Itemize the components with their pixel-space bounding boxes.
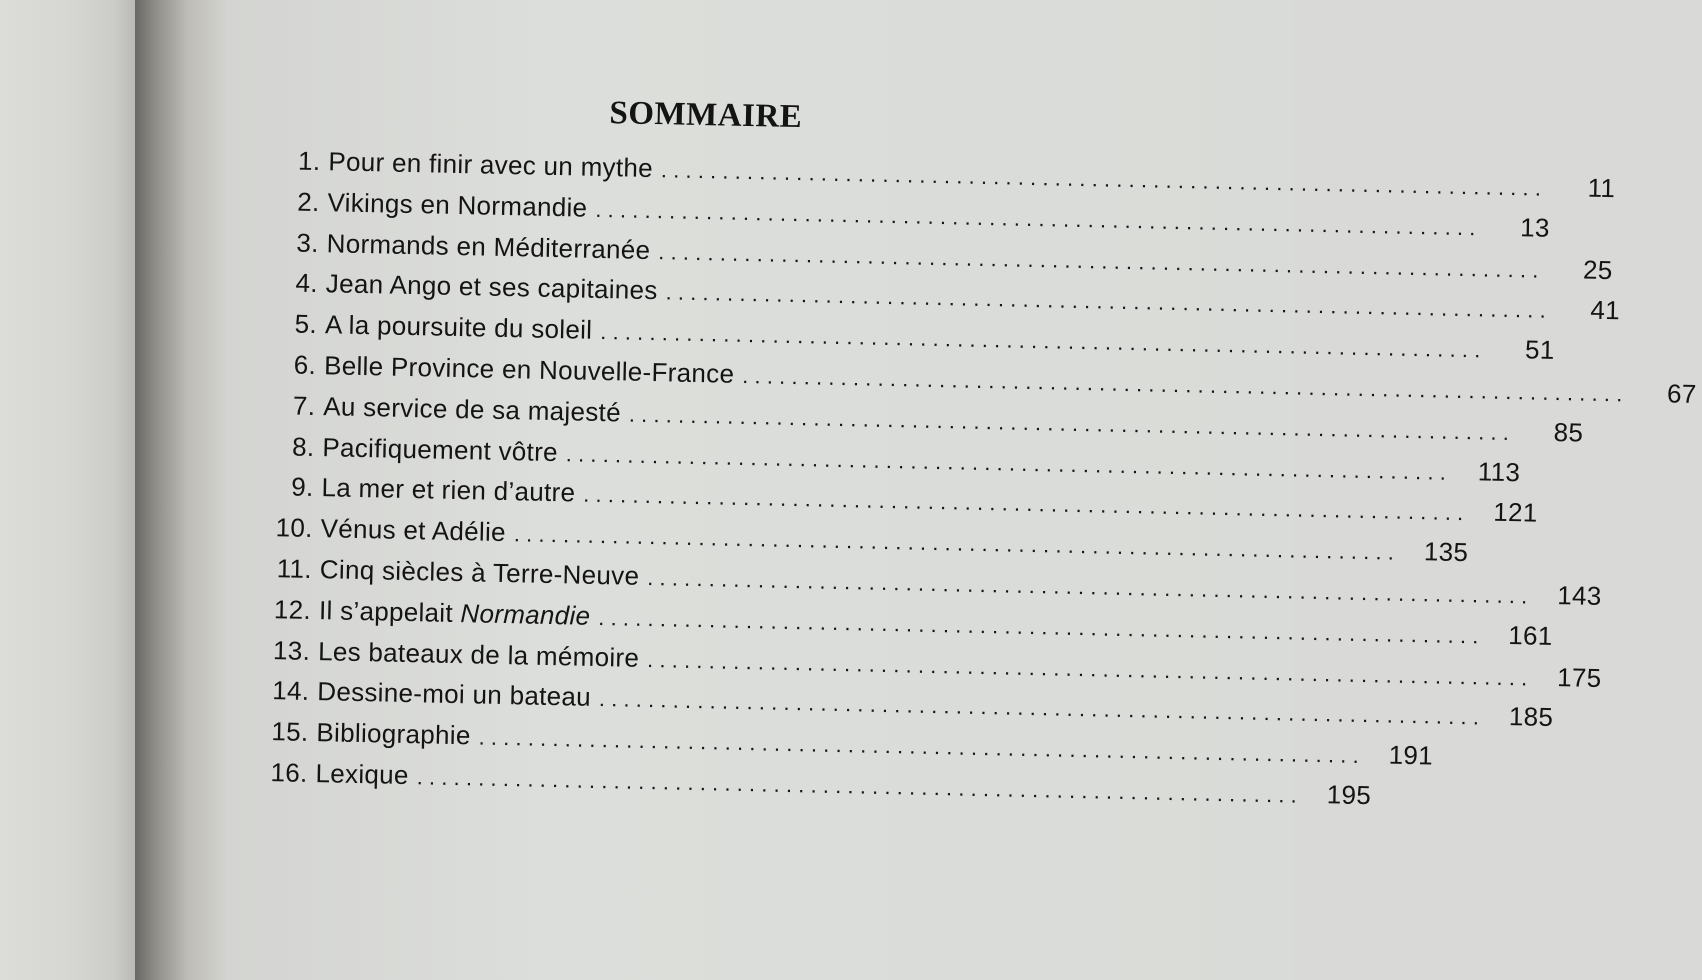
toc-entry-number: 7.: [292, 390, 316, 421]
toc-entry-page: 51: [1524, 334, 1555, 366]
toc-entry-page: 195: [1326, 779, 1372, 811]
toc-entry-page: 67: [1666, 378, 1697, 409]
toc-entry-number: 3.: [296, 227, 320, 258]
toc-entry-number: 6.: [293, 349, 317, 381]
toc-entry-page: 41: [1590, 295, 1621, 326]
dot-leader: ........................................................................: [658, 238, 1545, 283]
toc-entry-label: Lexique: [315, 758, 410, 791]
toc-entry-number: 2.: [296, 186, 320, 217]
toc-entry-label: Au service de sa majesté: [322, 390, 622, 428]
toc-entry-number: 4.: [295, 267, 319, 299]
dot-leader: ........................................................................: [416, 764, 1304, 808]
toc-entry-label: Bibliographie: [316, 717, 471, 751]
toc-entry-number: 16.: [270, 757, 308, 788]
dot-leader: ........................................................................: [628, 401, 1516, 445]
dot-leader: ........................................................................: [646, 564, 1534, 609]
dot-leader: ........................................................................: [646, 646, 1534, 691]
toc-entry-number: 8.: [291, 431, 315, 462]
dot-leader: ........................................................................: [600, 319, 1487, 363]
toc-entry-number: 11.: [276, 553, 313, 584]
toc-entry-page: 25: [1582, 254, 1613, 285]
toc-entry-label: Belle Province en Nouvelle-France: [323, 350, 735, 389]
toc-entry-label: Vikings en Normandie: [327, 187, 588, 223]
toc-entry-label-italic: Normandie: [460, 597, 591, 631]
toc-entry-number: 9.: [290, 471, 314, 503]
toc-entry-page: 121: [1492, 497, 1538, 529]
toc-entry-label: Normands en Méditerranée: [326, 227, 651, 265]
toc-entry-label: Pacifiquement vôtre: [322, 431, 559, 467]
toc-entry-label: A la poursuite du soleil: [324, 309, 593, 345]
toc-entry-label: Les bateaux de la mémoire: [317, 635, 640, 673]
toc-entry-label: Jean Ango et ses capitaines: [325, 268, 658, 306]
dot-leader: ........................................................................: [741, 362, 1629, 407]
toc-entry-label: Pour en finir avec un mythe: [328, 146, 654, 184]
toc-entry-page: 135: [1423, 536, 1469, 568]
toc-entry-label: La mer et rien d’autre: [321, 472, 576, 508]
dot-leader: ........................................................................: [660, 157, 1548, 201]
dot-leader: ........................................................................: [513, 521, 1401, 565]
toc-entry-label: Dessine-moi un bateau: [316, 676, 592, 713]
dot-leader: ........................................................................: [665, 279, 1553, 324]
toc-entry-label: Cinq siècles à Terre-Neuve: [319, 554, 640, 591]
toc-entry-number: 15.: [271, 716, 309, 748]
toc-entry-page: 161: [1508, 619, 1553, 651]
toc-entry-number: 13.: [272, 634, 311, 666]
dot-leader: ........................................................................: [598, 686, 1486, 730]
toc-entry-number: 12.: [273, 593, 312, 625]
dot-leader: ........................................................................: [478, 724, 1366, 769]
toc-entry-label: [319, 595, 591, 632]
toc-entry-number: 14.: [271, 675, 310, 707]
toc-entry-page: 185: [1508, 701, 1554, 733]
table-of-contents: [255, 85, 1697, 816]
dot-leader: ........................................................................: [598, 604, 1485, 649]
dot-leader: ........................................................................: [565, 440, 1453, 485]
book-gutter: [135, 0, 230, 980]
toc-entry-page: 113: [1477, 455, 1521, 487]
toc-entry-number: 1.: [297, 145, 321, 177]
left-page: [0, 0, 135, 980]
toc-entry-label-text: Il s’appelait: [318, 594, 454, 628]
toc-entry-page: 175: [1556, 661, 1602, 693]
dot-leader: ........................................................................: [595, 196, 1482, 241]
page-title: SOMMAIRE: [609, 95, 803, 136]
toc-entry-number: 5.: [294, 308, 318, 340]
toc-entry-page: 13: [1519, 212, 1550, 243]
dot-leader: ........................................................................: [582, 482, 1470, 526]
toc-entry-number: 10.: [275, 512, 314, 544]
toc-entry-label: Vénus et Adélie: [320, 513, 507, 548]
toc-entry-page: 85: [1553, 416, 1584, 448]
toc-entry-page: 143: [1556, 580, 1602, 611]
toc-entry-page: 191: [1388, 739, 1434, 771]
toc-entry-page: 11: [1587, 172, 1616, 204]
